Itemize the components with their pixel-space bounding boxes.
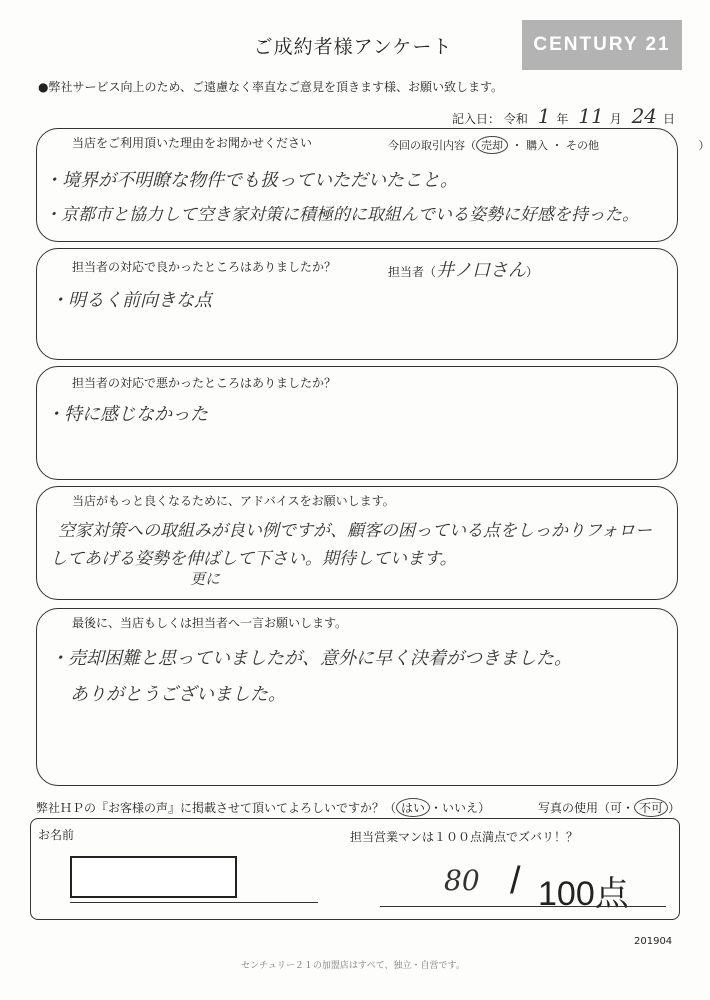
deal-type-options: ・ 購入 ・ その他 xyxy=(511,139,599,152)
question-bad: 担当者の対応で悪かったところはありましたか？ xyxy=(72,376,337,390)
score-question: 担当営業マンは１００点満点でズバリ！？ xyxy=(350,830,579,844)
photo-consent-close: ） xyxy=(668,801,681,815)
deal-type-label: 今回の取引内容（ xyxy=(388,139,476,152)
question-reason: 当店をご利用頂いた理由をお聞かせください xyxy=(72,136,313,150)
date-month-unit: 月 xyxy=(609,112,622,126)
staff-name: 井ノ口さん xyxy=(436,260,527,281)
score-underline xyxy=(380,906,666,907)
staff-label: 担当者（ xyxy=(388,265,437,279)
answer-message-line-1: ・売却困難と思っていましたが、意外に早く決着がつきました。 xyxy=(50,648,572,669)
answer-good-line-1: ・明るく前向きな点 xyxy=(50,290,212,311)
answer-reason-line-2: ・京都市と協力して空き家対策に積極的に取組んでいる姿勢に好感を持った。 xyxy=(44,205,639,225)
score-slash: / xyxy=(510,860,521,902)
deal-type-row xyxy=(388,136,710,154)
hp-consent-row xyxy=(36,798,490,817)
photo-consent-yes[interactable]: 可 xyxy=(610,801,623,815)
photo-consent-label: 写真の使用（ xyxy=(538,801,611,815)
date-year: 1 xyxy=(537,104,551,128)
date-label: 記入日： xyxy=(452,112,501,126)
century21-logo: CENTURY 21 xyxy=(522,20,682,70)
intro-text: ●弊社サービス向上のため、ご遠慮なく率直なご意見を頂きます様、お願い致します。 xyxy=(38,80,504,94)
hp-consent-question: 弊社ＨＰの『お客様の声』に掲載させて頂いてよろしいですか？（ xyxy=(36,801,397,815)
date-era: 令和 xyxy=(503,112,528,126)
hp-consent-close: ） xyxy=(478,801,491,815)
deal-type-selected: 売却 xyxy=(476,136,508,154)
photo-consent-row xyxy=(538,798,680,817)
form-code: 201904 xyxy=(634,936,673,947)
photo-consent-sep: ・ xyxy=(622,801,635,815)
answer-reason-line-1: ・境界が不明瞭な物件でも扱っていただいたこと。 xyxy=(44,170,458,191)
date-month: 11 xyxy=(578,104,604,128)
footer-note: センチュリー２１の加盟店はすべて、独立・自営です。 xyxy=(241,961,465,971)
page-title: ご成約者様アンケート xyxy=(253,36,453,58)
staff-row xyxy=(388,256,538,282)
date-day-unit: 日 xyxy=(663,112,676,126)
answer-advice-line-2: してあげる姿勢を伸ばして下さい。期待しています。 xyxy=(50,549,457,569)
answer-advice-insertion: 更に xyxy=(190,570,221,588)
question-good: 担当者の対応で良かったところはありましたか？ xyxy=(72,260,337,274)
photo-consent-no[interactable]: 不可 xyxy=(634,798,668,817)
name-label: お名前 xyxy=(38,828,75,842)
name-underline xyxy=(70,902,318,903)
date-year-unit: 年 xyxy=(556,112,569,126)
answer-advice-line-1: 空家対策への取組みが良い例ですが、顧客の困っている点をしっかりフォロー xyxy=(58,521,653,541)
answer-message-line-2: ありがとうございました。 xyxy=(70,684,286,705)
question-message: 最後に、当店もしくは担当者へ一言お願いします。 xyxy=(72,616,348,630)
hp-consent-yes[interactable]: はい xyxy=(396,798,430,817)
staff-close: ） xyxy=(526,265,539,279)
question-advice: 当店がもっと良くなるために、アドバイスをお願いします。 xyxy=(72,494,395,508)
hp-consent-sep: ・ xyxy=(430,801,443,815)
deal-type-close: ） xyxy=(698,139,710,152)
score-total: 100点 xyxy=(538,875,629,913)
answer-bad-line-1: ・特に感じなかった xyxy=(46,404,208,425)
date-row xyxy=(452,104,675,128)
hp-consent-no[interactable]: いいえ xyxy=(442,801,479,815)
name-redaction xyxy=(70,856,237,898)
score-value: 80 xyxy=(444,864,480,897)
date-day: 24 xyxy=(631,104,658,128)
